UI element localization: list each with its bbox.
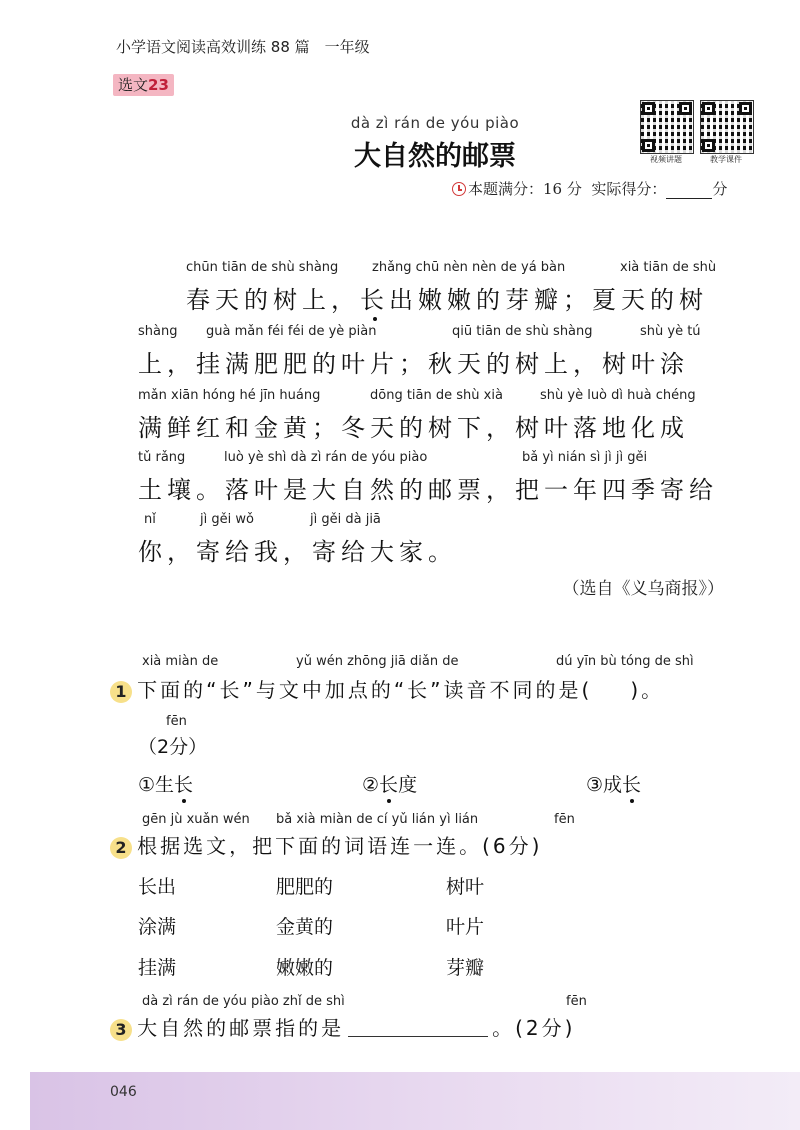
passage-line: 土壤。落叶是大自然的邮票，把一年四季寄给 [138, 476, 718, 504]
pinyin-segment: dōng tiān de shù xià [370, 388, 503, 403]
q3-pinyin-a: dà zì rán de yóu piào zhǐ de shì [142, 994, 345, 1009]
q1-option-2[interactable]: ②长度 [362, 770, 417, 797]
passage-line [186, 280, 708, 315]
pinyin-segment: shù yè luò dì huà chéng [540, 388, 696, 403]
match-item-col3[interactable]: 树叶 [446, 876, 485, 898]
q1-pinyin-b: yǔ wén zhōng jiā diǎn de [296, 654, 459, 669]
q2-text: 根据选文，把下面的词语连一连。(6分) [137, 834, 543, 858]
emphasis-dot-char: 长 [360, 280, 389, 315]
score-full: 本题满分：16 分 [468, 180, 582, 198]
q2-pinyin-a: gēn jù xuǎn wén [142, 812, 250, 827]
qr-block-courseware[interactable] [698, 100, 754, 165]
pinyin-segment: chūn tiān de shù shàng [186, 260, 339, 275]
q3-text-a: 大自然的邮票指的是 [137, 1016, 345, 1040]
score-blank[interactable] [666, 184, 712, 199]
qr-label-video: 视频讲题 [650, 155, 682, 164]
q1-fen-pinyin: fēn [166, 714, 187, 729]
q1-text-a: 下面的“长”与文中加点的“长”读音不同的是( [137, 678, 593, 702]
match-item-col2[interactable]: 金黄的 [276, 916, 334, 938]
pinyin-segment: tǔ rǎng [138, 450, 186, 465]
pinyin-segment: luò yè shì dà zì rán de yóu piào [224, 450, 428, 465]
pinyin-segment: mǎn xiān hóng hé jīn huáng [138, 388, 321, 403]
title-pinyin: dà zì rán de yóu piào [350, 114, 520, 132]
match-item-col2[interactable]: 肥肥的 [276, 876, 334, 898]
q1-points: （2分） [138, 736, 208, 758]
q2-pinyin-c: fēn [554, 812, 575, 827]
q3-answer-blank[interactable] [348, 1018, 488, 1037]
passage-line: 你，寄给我，寄给大家。 [138, 538, 457, 566]
passage-line: 满鲜红和金黄；冬天的树下，树叶落地化成 [138, 414, 689, 442]
page-title: 大自然的邮票 [354, 141, 516, 172]
match-item-col2[interactable]: 嫩嫩的 [276, 957, 334, 979]
q2-stem [110, 830, 542, 859]
match-item-col1[interactable]: 挂满 [138, 957, 177, 979]
passage-line: 上，挂满肥肥的叶片；秋天的树上，树叶涂 [138, 350, 689, 378]
match-item-col3[interactable]: 叶片 [446, 916, 485, 938]
emphasis-dot-char: 长 [174, 770, 193, 797]
pinyin-segment: jì gěi wǒ [200, 512, 254, 527]
qr-code-icon[interactable] [640, 100, 694, 154]
pinyin-segment: bǎ yì nián sì jì jì gěi [522, 450, 648, 465]
emphasis-dot-char: 长 [622, 770, 641, 797]
passage-source: （选自《义乌商报》） [562, 579, 724, 599]
emphasis-dot-char: 长 [379, 770, 398, 797]
score-unit: 分 [712, 180, 728, 198]
question-number-badge: 2 [110, 837, 132, 859]
qr-code-icon[interactable] [700, 100, 754, 154]
q1-stem [110, 674, 664, 703]
pinyin-segment: jì gěi dà jiā [310, 512, 381, 527]
clock-icon [452, 182, 466, 196]
series-title: 小学语文阅读高效训练 88 篇 一年级 [116, 38, 370, 56]
match-item-col1[interactable]: 涂满 [138, 916, 177, 938]
match-item-col3[interactable]: 芽瓣 [446, 957, 485, 979]
q1-option-1[interactable]: ①生长 [138, 770, 193, 797]
pinyin-segment: zhǎng chū nèn nèn de yá bàn [372, 260, 566, 275]
q1-option-3[interactable]: ③成长 [586, 770, 641, 797]
match-item-col1[interactable]: 长出 [138, 876, 177, 898]
q3-stem [110, 1012, 575, 1041]
footer-band [30, 1072, 800, 1130]
selection-tag-label: 选文 [118, 76, 149, 94]
pinyin-segment: shù yè tú [640, 324, 701, 339]
passage-text: 春天的树上， [186, 286, 360, 314]
pinyin-segment: guà mǎn féi féi de yè piàn [206, 324, 377, 339]
q1-pinyin-a: xià miàn de [142, 654, 219, 669]
score-line [452, 178, 727, 199]
qr-block-video[interactable] [638, 100, 694, 165]
question-number-badge: 1 [110, 681, 132, 703]
q1-text-b: )。 [630, 678, 665, 702]
selection-tag-number: 23 [148, 76, 169, 94]
score-actual-label: 实际得分： [591, 180, 667, 198]
q3-pinyin-b: fēn [566, 994, 587, 1009]
passage-text: 出嫩嫩的芽瓣；夏天的树 [389, 286, 708, 314]
q2-pinyin-b: bǎ xià miàn de cí yǔ lián yì lián [276, 812, 479, 827]
q3-text-b: 。(2分) [492, 1016, 576, 1040]
page-number: 046 [110, 1084, 137, 1100]
q1-pinyin-c: dú yīn bù tóng de shì [556, 654, 694, 669]
pinyin-segment: shàng [138, 324, 178, 339]
pinyin-segment: nǐ [144, 512, 156, 527]
qr-label-courseware: 教学课件 [710, 155, 742, 164]
pinyin-segment: qiū tiān de shù shàng [452, 324, 593, 339]
selection-tag [113, 74, 174, 96]
question-number-badge: 3 [110, 1019, 132, 1041]
pinyin-segment: xià tiān de shù [620, 260, 717, 275]
